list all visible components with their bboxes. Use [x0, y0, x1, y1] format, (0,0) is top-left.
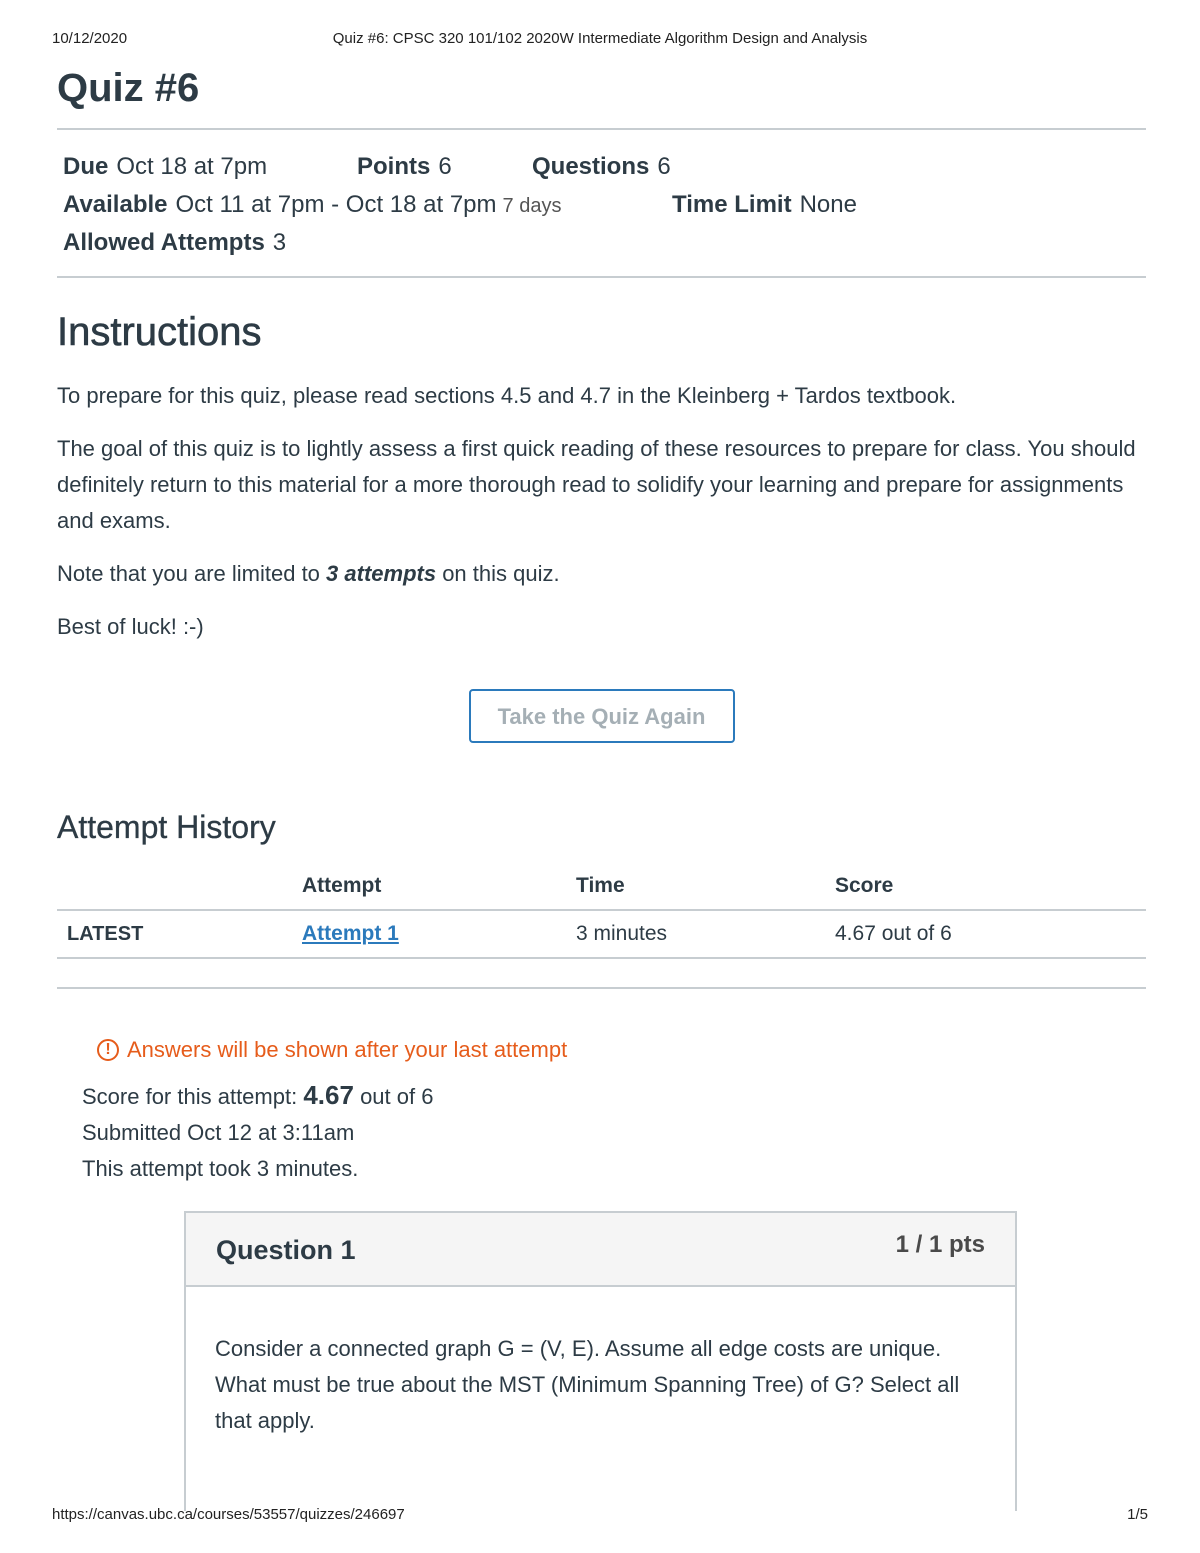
- time-limit-field: [672, 186, 857, 224]
- available-duration: 7 days: [502, 195, 562, 217]
- score-line: [82, 1077, 1146, 1115]
- attempt-cell: [302, 910, 576, 958]
- available-value: Oct 11 at 7pm - Oct 18 at 7pm: [175, 191, 497, 218]
- answers-notice-text: Answers will be shown after your last attempt: [127, 1037, 568, 1062]
- due-label: Due: [63, 153, 109, 180]
- instructions-paragraph: To prepare for this quiz, please read sections 4.5 and 4.7 in the Kleinberg + Tardos textbook.: [57, 383, 957, 408]
- take-quiz-wrap: [57, 689, 1146, 747]
- time-cell: 3 minutes: [576, 910, 835, 958]
- attempt-history-heading: Attempt History: [57, 809, 276, 845]
- points-label: Points: [357, 153, 431, 180]
- score-label: Score for this attempt:: [82, 1084, 298, 1109]
- questions-value: 6: [657, 153, 671, 180]
- divider: [57, 987, 1146, 989]
- print-date: 10/12/2020: [52, 30, 128, 47]
- question-points: 1 / 1 pts: [895, 1231, 985, 1258]
- attempts-note: [57, 556, 1146, 592]
- print-header: [52, 30, 1148, 50]
- column-header: [57, 871, 302, 910]
- submitted-line: Submitted Oct 12 at 3:11am: [82, 1120, 355, 1145]
- note-text: Note that you are limited to: [57, 561, 327, 586]
- spacer: [57, 959, 1146, 987]
- instructions-paragraph: The goal of this quiz is to lightly assess a first quick reading of these resources to prepare for class. You should definitely return to this material for a more thorough read to solidify your learning and prepare for assignments and exams.: [57, 436, 1136, 533]
- attempt-history-table: [57, 871, 1146, 959]
- warning-icon: !: [97, 1039, 119, 1061]
- print-footer: [52, 1506, 1148, 1526]
- question-header: [186, 1213, 1015, 1287]
- question-card: [184, 1211, 1017, 1511]
- duration-line: This attempt took 3 minutes.: [82, 1156, 359, 1181]
- allowed-attempts-value: 3: [272, 229, 287, 256]
- answers-notice: [97, 1035, 1146, 1065]
- print-url: https://canvas.ubc.ca/courses/53557/quizzes/246697: [52, 1506, 405, 1523]
- quiz-content: [57, 58, 1146, 1187]
- attempt-summary: [82, 1077, 1146, 1187]
- divider: [57, 276, 1146, 278]
- due-field: [63, 148, 267, 186]
- table-row: [57, 910, 1146, 958]
- column-header: Score: [835, 871, 1146, 910]
- score-cell: 4.67 out of 6: [835, 910, 1146, 958]
- note-text: on this quiz.: [436, 561, 560, 586]
- score-suffix: out of 6: [360, 1084, 434, 1109]
- instructions-heading: Instructions: [57, 310, 262, 354]
- question-text: Consider a connected graph G = (V, E). Assume all edge costs are unique. What must be true about the MST (Minimum Spanning Tree) of G? Select all that apply.: [215, 1336, 960, 1433]
- print-title: Quiz #6: CPSC 320 101/102 2020W Intermediate Algorithm Design and Analysis: [332, 30, 868, 47]
- attempt-link[interactable]: Attempt 1: [302, 922, 399, 945]
- quiz-details: [57, 130, 1146, 276]
- points-value: 6: [438, 153, 452, 180]
- allowed-attempts-label: Allowed Attempts: [63, 229, 265, 256]
- available-field: [63, 186, 561, 225]
- due-value: Oct 18 at 7pm: [116, 153, 268, 180]
- question-title: Question 1: [216, 1235, 356, 1265]
- page-number: 1/5: [1127, 1506, 1148, 1523]
- details-row-2: [63, 186, 1140, 224]
- table-header-row: [57, 871, 1146, 910]
- questions-field: [532, 148, 671, 186]
- column-header: Attempt: [302, 871, 576, 910]
- page-title: Quiz #6: [57, 66, 200, 110]
- questions-label: Questions: [532, 153, 650, 180]
- time-limit-label: Time Limit: [672, 191, 792, 218]
- available-label: Available: [63, 191, 168, 218]
- instructions-paragraph: Best of luck! :-): [57, 614, 204, 639]
- details-row-1: [63, 148, 1140, 186]
- note-emphasis: 3 attempts: [326, 561, 437, 586]
- time-limit-value: None: [799, 191, 857, 218]
- allowed-attempts-field: [63, 224, 286, 262]
- column-header: Time: [576, 871, 835, 910]
- details-row-3: [63, 224, 1140, 262]
- latest-label: LATEST: [57, 910, 302, 958]
- points-field: [357, 148, 452, 186]
- score-value: 4.67: [303, 1080, 354, 1110]
- take-quiz-again-button[interactable]: Take the Quiz Again: [469, 689, 735, 743]
